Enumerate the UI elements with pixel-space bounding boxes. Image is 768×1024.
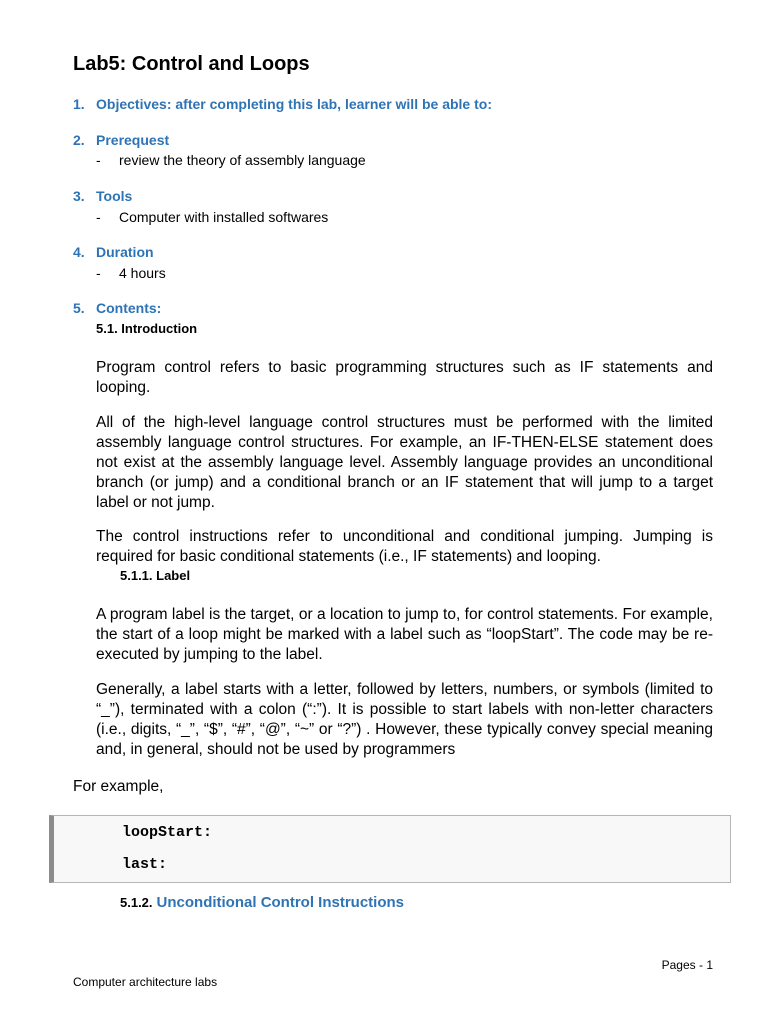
page-title: Lab5: Control and Loops xyxy=(73,53,310,75)
paragraph: A program label is the target, or a location to jump to, for control statements. For example, the start of a loop might be marked with a label such as “loopStart”. The code may be re-executed by jumping to the label. xyxy=(96,606,713,663)
subsection-introduction: 5.1. Introduction xyxy=(96,321,198,336)
bullet-item xyxy=(96,152,366,168)
bullet-marker: - xyxy=(96,265,101,281)
section-prerequest xyxy=(73,132,169,148)
section-heading: Tools xyxy=(96,188,133,204)
paragraph: All of the high-level language control structures must be performed with the limited assembly language control structures. For example, an IF-THEN-ELSE statement does not exist at the assembly language level. Assembly language provides an unconditional branch (or jump) and a conditional branch or an IF statement that will jump to a target label or not jump. xyxy=(96,414,713,511)
paragraph: Program control refers to basic programming structures such as IF statements and looping. xyxy=(96,359,713,396)
section-objectives xyxy=(73,96,492,112)
section-heading: Objectives: after completing this lab, learner will be able to: xyxy=(96,96,492,112)
bullet-item xyxy=(96,209,328,225)
subsection-unconditional-control xyxy=(120,894,404,911)
code-line: loopStart: xyxy=(122,824,213,841)
bullet-item xyxy=(96,265,166,281)
section-heading: Prerequest xyxy=(96,132,170,148)
code-line: last: xyxy=(122,856,168,873)
bullet-text: Computer with installed softwares xyxy=(119,209,329,225)
section-number: 2. xyxy=(73,132,85,148)
footer-text: Computer architecture labs xyxy=(73,975,218,989)
subsection-label: 5.1.1. Label xyxy=(120,568,191,583)
subsection-number: 5.1.2. xyxy=(120,895,153,910)
page-number: Pages - 1 xyxy=(661,958,713,972)
section-number: 4. xyxy=(73,244,85,260)
section-tools xyxy=(73,188,132,204)
section-number: 5. xyxy=(73,300,85,316)
paragraph: The control instructions refer to unconditional and conditional jumping. Jumping is required for basic conditional statements (i.e., IF statements) and looping. xyxy=(96,528,713,565)
section-heading: Contents: xyxy=(96,300,162,316)
section-duration xyxy=(73,244,154,260)
paragraph: Generally, a label starts with a letter, followed by letters, numbers, or symbols (limited to “_”), terminated with a colon (“:”). It is possible to start labels with non-letter characters (i.e., digits, “_”, “$”, “#”, “@”, “~” or “?”) . However, these typically convey special meaning and, in general, should not be used by programmers xyxy=(96,681,713,758)
section-number: 3. xyxy=(73,188,85,204)
bullet-text: 4 hours xyxy=(119,265,166,281)
section-heading: Duration xyxy=(96,244,154,260)
bullet-text: review the theory of assembly language xyxy=(119,152,366,168)
subsection-title: Unconditional Control Instructions xyxy=(156,894,405,911)
bullet-marker: - xyxy=(96,209,101,225)
section-number: 1. xyxy=(73,96,85,112)
for-example-text: For example, xyxy=(73,778,164,795)
section-contents xyxy=(73,300,161,316)
bullet-marker: - xyxy=(96,152,101,168)
